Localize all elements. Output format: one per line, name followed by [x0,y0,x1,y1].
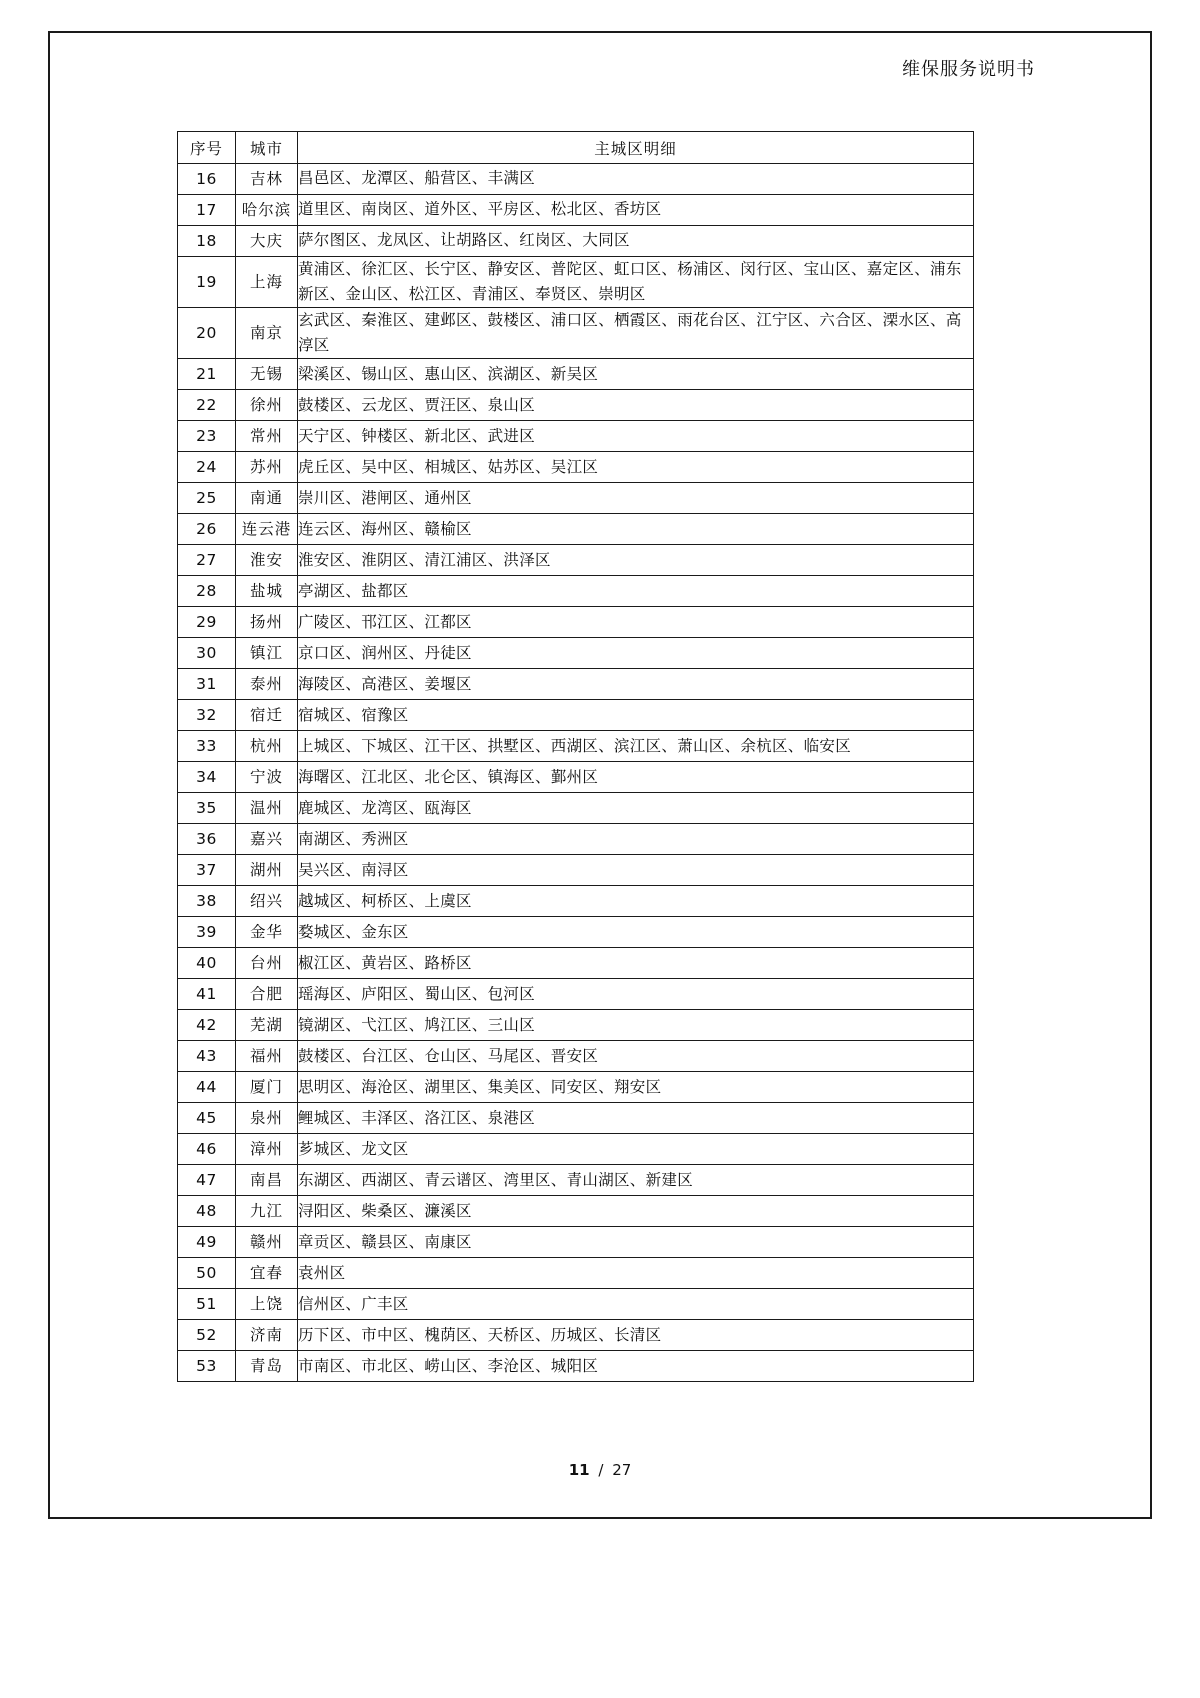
row-index-cell: 52 [178,1320,236,1351]
district-detail-cell: 亭湖区、盐都区 [298,576,974,607]
district-detail-cell: 越城区、柯桥区、上虞区 [298,886,974,917]
table-row [178,638,974,669]
city-name-cell: 漳州 [236,1134,298,1165]
row-index-cell: 29 [178,607,236,638]
table-row [178,226,974,257]
table-header-row [178,132,974,164]
district-detail-cell: 婺城区、金东区 [298,917,974,948]
city-name-cell: 合肥 [236,979,298,1010]
table-header [178,132,974,164]
table-row [178,390,974,421]
district-detail-cell: 海曙区、江北区、北仑区、镇海区、鄞州区 [298,762,974,793]
city-name-cell: 南京 [236,308,298,359]
row-index-cell: 47 [178,1165,236,1196]
city-name-cell: 宿迁 [236,700,298,731]
city-name-cell: 泰州 [236,669,298,700]
row-index-cell: 51 [178,1289,236,1320]
city-name-cell: 九江 [236,1196,298,1227]
row-index-cell: 37 [178,855,236,886]
column-header-city: 城市 [236,132,298,164]
city-name-cell: 淮安 [236,545,298,576]
table-row [178,762,974,793]
district-detail-cell: 瑶海区、庐阳区、蜀山区、包河区 [298,979,974,1010]
table-row [178,824,974,855]
row-index-cell: 20 [178,308,236,359]
row-index-cell: 49 [178,1227,236,1258]
row-index-cell: 21 [178,359,236,390]
district-detail-cell: 淮安区、淮阴区、清江浦区、洪泽区 [298,545,974,576]
district-detail-cell: 袁州区 [298,1258,974,1289]
city-name-cell: 大庆 [236,226,298,257]
city-name-cell: 扬州 [236,607,298,638]
district-detail-cell: 连云区、海州区、赣榆区 [298,514,974,545]
row-index-cell: 24 [178,452,236,483]
district-detail-cell: 道里区、南岗区、道外区、平房区、松北区、香坊区 [298,195,974,226]
row-index-cell: 23 [178,421,236,452]
district-detail-cell: 市南区、市北区、崂山区、李沧区、城阳区 [298,1351,974,1382]
district-detail-cell: 昌邑区、龙潭区、船营区、丰满区 [298,164,974,195]
district-detail-cell: 鲤城区、丰泽区、洛江区、泉港区 [298,1103,974,1134]
table-body [178,164,974,1382]
row-index-cell: 38 [178,886,236,917]
table-row [178,700,974,731]
document-header [0,55,1200,81]
row-index-cell: 44 [178,1072,236,1103]
row-index-cell: 46 [178,1134,236,1165]
table-row [178,1320,974,1351]
district-detail-cell: 椒江区、黄岩区、路桥区 [298,948,974,979]
table-row [178,164,974,195]
district-detail-cell: 芗城区、龙文区 [298,1134,974,1165]
city-name-cell: 杭州 [236,731,298,762]
district-detail-cell: 玄武区、秦淮区、建邺区、鼓楼区、浦口区、栖霞区、雨花台区、江宁区、六合区、溧水区、高淳区 [298,308,974,359]
district-detail-cell: 京口区、润州区、丹徒区 [298,638,974,669]
table-row [178,1196,974,1227]
district-detail-cell: 宿城区、宿豫区 [298,700,974,731]
column-header-detail: 主城区明细 [298,132,974,164]
table-row [178,607,974,638]
table-row [178,1289,974,1320]
city-name-cell: 厦门 [236,1072,298,1103]
row-index-cell: 28 [178,576,236,607]
row-index-cell: 18 [178,226,236,257]
district-detail-cell: 崇川区、港闸区、通州区 [298,483,974,514]
row-index-cell: 30 [178,638,236,669]
city-name-cell: 台州 [236,948,298,979]
city-name-cell: 福州 [236,1041,298,1072]
row-index-cell: 22 [178,390,236,421]
row-index-cell: 45 [178,1103,236,1134]
district-detail-cell: 吴兴区、南浔区 [298,855,974,886]
footer-current-page: 11 [568,1461,590,1479]
city-name-cell: 济南 [236,1320,298,1351]
city-name-cell: 绍兴 [236,886,298,917]
table-row [178,1072,974,1103]
column-header-no: 序号 [178,132,236,164]
city-name-cell: 赣州 [236,1227,298,1258]
city-name-cell: 嘉兴 [236,824,298,855]
row-index-cell: 19 [178,257,236,308]
district-detail-cell: 镜湖区、弋江区、鸠江区、三山区 [298,1010,974,1041]
row-index-cell: 43 [178,1041,236,1072]
table-row [178,545,974,576]
city-name-cell: 连云港 [236,514,298,545]
table-row [178,793,974,824]
district-detail-cell: 海陵区、高港区、姜堰区 [298,669,974,700]
table-row [178,731,974,762]
row-index-cell: 27 [178,545,236,576]
district-detail-cell: 南湖区、秀洲区 [298,824,974,855]
city-name-cell: 宜春 [236,1258,298,1289]
table-row [178,421,974,452]
table-row [178,576,974,607]
table-row [178,308,974,359]
city-name-cell: 吉林 [236,164,298,195]
district-detail-cell: 历下区、市中区、槐荫区、天桥区、历城区、长清区 [298,1320,974,1351]
district-detail-cell: 黄浦区、徐汇区、长宁区、静安区、普陀区、虹口区、杨浦区、闵行区、宝山区、嘉定区、浦东新区、金山区、松江区、青浦区、奉贤区、崇明区 [298,257,974,308]
city-name-cell: 苏州 [236,452,298,483]
row-index-cell: 42 [178,1010,236,1041]
row-index-cell: 34 [178,762,236,793]
table-row [178,1165,974,1196]
footer-separator: / [598,1461,604,1479]
table-row [178,1258,974,1289]
table-row [178,979,974,1010]
city-name-cell: 金华 [236,917,298,948]
district-detail-cell: 鹿城区、龙湾区、瓯海区 [298,793,974,824]
city-name-cell: 南通 [236,483,298,514]
city-name-cell: 上海 [236,257,298,308]
row-index-cell: 50 [178,1258,236,1289]
city-name-cell: 湖州 [236,855,298,886]
city-name-cell: 无锡 [236,359,298,390]
main-city-district-table-wrapper [177,131,973,1382]
city-name-cell: 盐城 [236,576,298,607]
district-detail-cell: 萨尔图区、龙凤区、让胡路区、红岗区、大同区 [298,226,974,257]
city-name-cell: 南昌 [236,1165,298,1196]
table-row [178,1041,974,1072]
row-index-cell: 33 [178,731,236,762]
row-index-cell: 41 [178,979,236,1010]
district-detail-cell: 鼓楼区、云龙区、贾汪区、泉山区 [298,390,974,421]
row-index-cell: 35 [178,793,236,824]
city-name-cell: 镇江 [236,638,298,669]
table-row [178,917,974,948]
district-detail-cell: 梁溪区、锡山区、惠山区、滨湖区、新吴区 [298,359,974,390]
table-row [178,948,974,979]
row-index-cell: 16 [178,164,236,195]
header-title: 维保服务说明书 [902,59,1035,80]
row-index-cell: 48 [178,1196,236,1227]
table-row [178,483,974,514]
district-detail-cell: 鼓楼区、台江区、仓山区、马尾区、晋安区 [298,1041,974,1072]
district-detail-cell: 浔阳区、柴桑区、濂溪区 [298,1196,974,1227]
city-name-cell: 青岛 [236,1351,298,1382]
district-detail-cell: 思明区、海沧区、湖里区、集美区、同安区、翔安区 [298,1072,974,1103]
district-detail-cell: 章贡区、赣县区、南康区 [298,1227,974,1258]
table-row [178,257,974,308]
row-index-cell: 26 [178,514,236,545]
city-name-cell: 温州 [236,793,298,824]
table-row [178,514,974,545]
district-detail-cell: 信州区、广丰区 [298,1289,974,1320]
district-detail-cell: 东湖区、西湖区、青云谱区、湾里区、青山湖区、新建区 [298,1165,974,1196]
table-row [178,1134,974,1165]
row-index-cell: 25 [178,483,236,514]
district-detail-cell: 天宁区、钟楼区、新北区、武进区 [298,421,974,452]
row-index-cell: 53 [178,1351,236,1382]
city-name-cell: 芜湖 [236,1010,298,1041]
table-row [178,195,974,226]
page-footer [0,1461,1200,1479]
district-detail-cell: 广陵区、邗江区、江都区 [298,607,974,638]
city-name-cell: 泉州 [236,1103,298,1134]
city-name-cell: 徐州 [236,390,298,421]
table-row [178,669,974,700]
row-index-cell: 39 [178,917,236,948]
city-name-cell: 常州 [236,421,298,452]
table-row [178,1351,974,1382]
row-index-cell: 36 [178,824,236,855]
main-city-district-table [177,131,974,1382]
city-name-cell: 哈尔滨 [236,195,298,226]
row-index-cell: 31 [178,669,236,700]
table-row [178,855,974,886]
city-name-cell: 上饶 [236,1289,298,1320]
footer-total-pages: 27 [612,1461,632,1479]
row-index-cell: 17 [178,195,236,226]
table-row [178,452,974,483]
district-detail-cell: 虎丘区、吴中区、相城区、姑苏区、吴江区 [298,452,974,483]
table-row [178,1103,974,1134]
row-index-cell: 32 [178,700,236,731]
table-row [178,1227,974,1258]
table-row [178,359,974,390]
row-index-cell: 40 [178,948,236,979]
city-name-cell: 宁波 [236,762,298,793]
district-detail-cell: 上城区、下城区、江干区、拱墅区、西湖区、滨江区、萧山区、余杭区、临安区 [298,731,974,762]
table-row [178,1010,974,1041]
table-row [178,886,974,917]
